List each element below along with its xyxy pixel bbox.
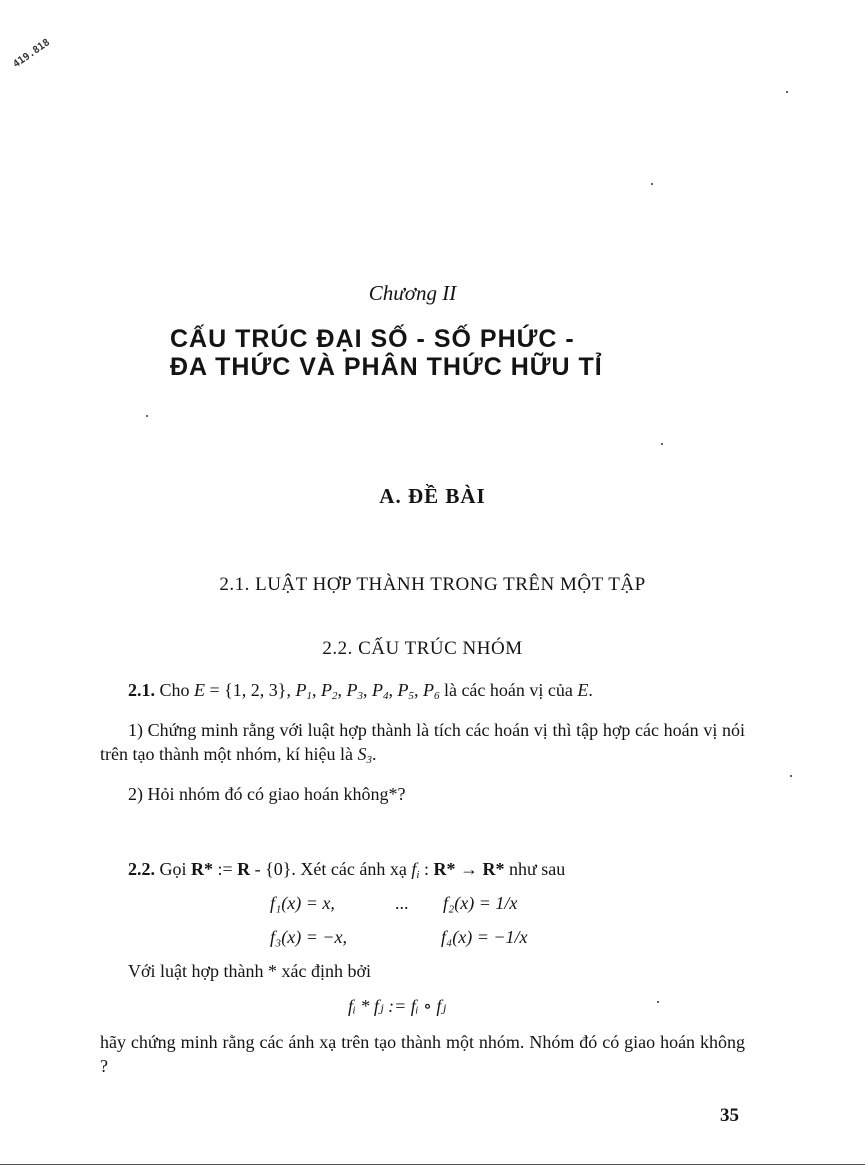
print-speck: [657, 1001, 659, 1003]
perm-letter: P: [320, 680, 332, 700]
print-speck: [790, 775, 792, 777]
perm-letter: P: [397, 680, 409, 700]
text-span: :: [419, 859, 434, 879]
formula-f1: f₁(x) = x,: [270, 893, 335, 913]
formula-f2: f₂(x) = 1/x: [443, 893, 518, 913]
f-sub: i: [416, 869, 420, 881]
stamp-text: 419.818: [11, 37, 53, 71]
perm-letter: P: [346, 680, 358, 700]
perm-letter: P: [295, 680, 307, 700]
perm-sub: 2: [331, 690, 338, 702]
arrow-symbol: →: [455, 859, 483, 879]
chapter-label: Chương II: [368, 281, 457, 305]
print-speck: [146, 415, 148, 417]
conclusion-text: hãy chứng minh rằng các ánh xạ trên tạo thành một nhóm. Nhóm đó có giao hoán không ?: [100, 1032, 745, 1076]
s-sub: 3: [366, 754, 372, 766]
formula-f4: f₄(x) = −1/x: [441, 927, 528, 947]
perm-p2: [321, 680, 338, 700]
problem-number: 2.1.: [128, 680, 155, 700]
perm-p5: [397, 680, 414, 700]
library-stamp: [12, 27, 90, 102]
formula-dots: ...: [395, 893, 409, 913]
perm-sub: 4: [382, 690, 389, 702]
perm-sub: 5: [408, 690, 414, 702]
print-speck: [651, 183, 653, 185]
text-span: - {0}. Xét các ánh xạ: [250, 859, 412, 879]
chapter-title-line-2: ĐA THỨC VÀ PHÂN THỨC HỮU TỈ: [170, 353, 603, 381]
perm-letter: P: [422, 680, 434, 700]
s-letter: S: [357, 744, 367, 764]
perm-p4: [372, 680, 389, 700]
perm-p3: [346, 680, 363, 700]
page-number: 35: [720, 1105, 739, 1126]
print-speck: [786, 91, 788, 93]
perm-letter: P: [371, 680, 383, 700]
perm-sub: 1: [306, 690, 312, 702]
problem-2-2-law: [100, 959, 745, 983]
text-span: 1) Chứng minh rằng với luật hợp thành là tích các hoán vị thì tập hợp các hoán vị nói trên tạo thành một nhóm, kí hiệu là: [100, 720, 745, 764]
formula-composition: fᵢ * fⱼ := fᵢ ∘ fⱼ: [348, 996, 447, 1016]
bottom-rule: [0, 1164, 865, 1165]
formula-f3: f₃(x) = −x,: [270, 927, 348, 947]
perm-sub: 3: [357, 690, 363, 702]
problem-2-1: [100, 678, 745, 806]
r-star-symbol: R*: [482, 859, 505, 879]
problem-number: 2.2.: [128, 859, 155, 879]
r-star-symbol: R*: [433, 859, 456, 879]
section-heading: A. ĐỀ BÀI: [379, 484, 486, 508]
problem-2-2: [100, 857, 745, 887]
chapter-title: [170, 325, 690, 381]
text-span: :=: [213, 859, 238, 879]
text-span: là các hoán vị của: [439, 680, 578, 700]
problem-2-2-conclusion: [100, 1030, 745, 1078]
print-speck: [661, 443, 663, 445]
perm-sub: 6: [433, 690, 440, 702]
perm-p1: [295, 680, 312, 700]
problem-2-1-item-2: 2) Hỏi nhóm đó có giao hoán không*?: [128, 784, 406, 804]
text-span: = {1, 2, 3},: [205, 680, 296, 700]
perm-p6: [423, 680, 440, 700]
text-span: Cho: [155, 680, 195, 700]
problem-2-1-item-1: [100, 718, 745, 772]
text-span: Gọi: [155, 859, 191, 879]
problem-2-1-statement: 2.1. Cho E = {1, 2, 3}, $P_1$, $P_2$, $P_3$, $P_4$, $P_5$, $P_6$ là các hoán vị của E.: [128, 680, 593, 702]
chapter-title-line-1: CẤU TRÚC ĐẠI SỐ - SỐ PHỨC -: [170, 325, 575, 353]
text-span: .: [371, 744, 377, 764]
subsection-heading-2-2: 2.2. CẤU TRÚC NHÓM: [322, 638, 523, 659]
r-symbol: R: [237, 859, 251, 879]
r-star-symbol: R*: [191, 859, 213, 879]
set-symbol: E: [194, 680, 206, 700]
text-span: .: [588, 680, 593, 700]
law-statement: Với luật hợp thành * xác định bởi: [128, 961, 372, 981]
problem-2-2-intro: [100, 857, 745, 887]
s3-symbol: [357, 744, 372, 764]
f-symbol: f: [411, 859, 417, 879]
subsection-heading-2-1: 2.1. LUẬT HỢP THÀNH TRONG TRÊN MỘT TẬP: [219, 574, 646, 595]
text-span: như sau: [504, 859, 566, 879]
set-symbol: E: [577, 680, 589, 700]
